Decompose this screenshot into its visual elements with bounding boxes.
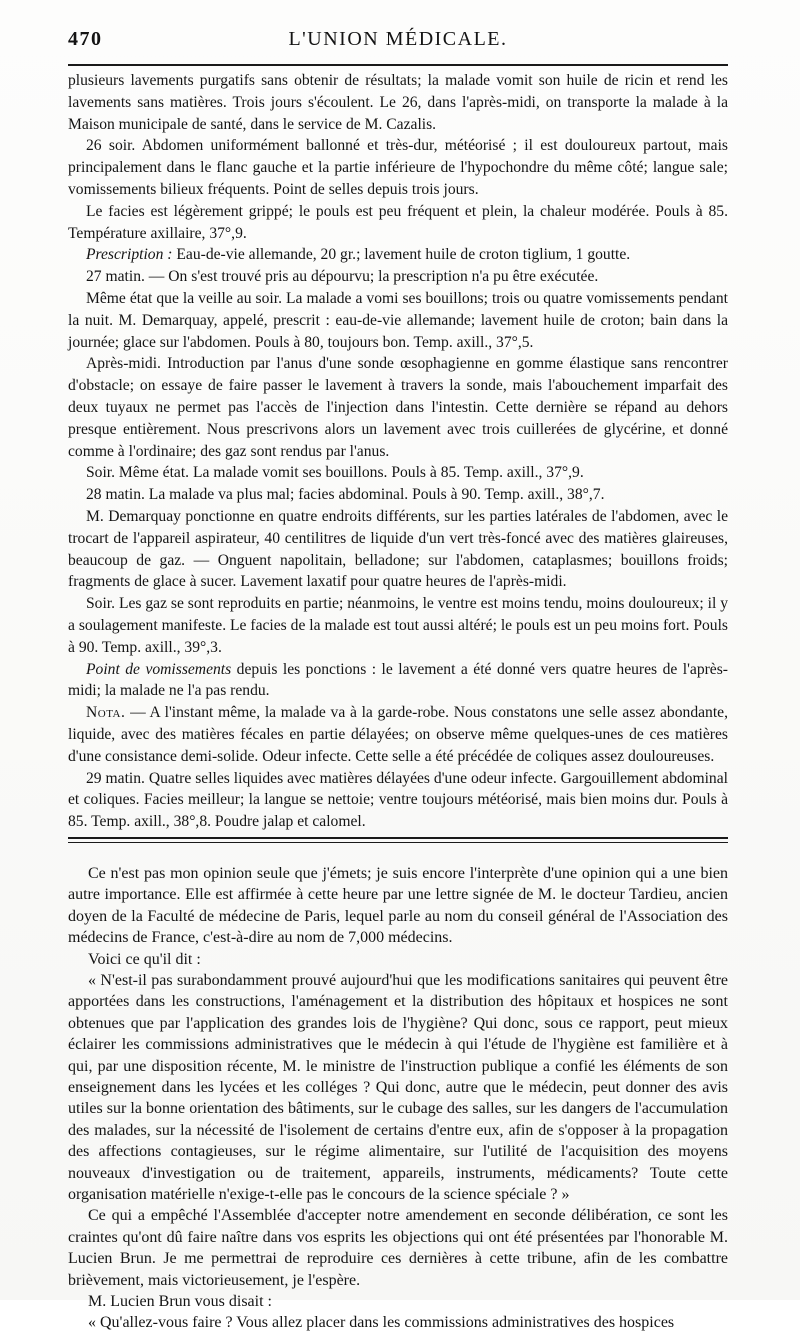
body-paragraph: M. Lucien Brun vous disait : [88, 1293, 272, 1311]
page-number: 470 [68, 28, 103, 50]
page-header [68, 28, 728, 58]
main-text-section [68, 863, 728, 1334]
case-paragraph: Soir. Même état. La malade vomit ses bouillons. Pouls à 85. Temp. axill., 37°,9. [86, 464, 584, 482]
quotation-paragraph: « Qu'allez-vous faire ? Vous allez placer dans les commissions administratives des hospices [88, 1314, 675, 1332]
case-paragraph: Soir. Les gaz se sont reproduits en partie; néanmoins, le ventre est moins tendu, moins douloureux; il y a soulagement manifeste. Le facies de la malade est tout aussi altéré; le pouls est un peu moins fort. Pouls à 90. Temp. axill., 39°,3. [68, 595, 728, 656]
case-paragraph: M. Demarquay ponctionne en quatre endroits différents, sur les parties latérales de l'abdomen, avec le trocart de l'appareil aspirateur, 40 centilitres de liquide d'un vert très-foncé avec des matières glaireuses, beaucoup de gaz. — Onguent napolitain, belladone; sur l'abdomen, cataplasmes; bouillons froids; fragments de glace à sucer. Lavement laxatif pour quatre heures de l'après-midi. [68, 507, 728, 591]
prescription-paragraph: Prescription : Eau-de-vie allemande, 20 gr.; lavement huile de croton tiglium, 1 goutte. [86, 246, 631, 264]
case-paragraph: 26 soir. Abdomen uniformément ballonné et très-dur, météorisé ; il est douloureux partout, mais principalement dans le flanc gauche et la partie inférieure de l'hypochondre du même côté; langue sale; vomissements bilieux fréquents. Point de selles depuis trois jours. [68, 137, 728, 198]
prescription-lead: Prescription : [86, 246, 173, 264]
body-paragraph: Ce qui a empêché l'Assemblée d'accepter notre amendement en seconde délibération, ce sont les craintes qu'ont dû faire naître dans vos esprits les objections qui ont été présentées par l'honorable M. Lucien Brun. Je me permettrai de reproduire ces dernières à cette tribune, afin de les combattre brièvement, mais victorieusement, je l'espère. [68, 1207, 728, 1289]
case-paragraph: 29 matin. Quatre selles liquides avec matières délayées d'une odeur infecte. Gargouillement abdominal et coliques. Facies meilleur; la langue se nettoie; ventre toujours météorisé, mais bien moins dur. Pouls à 85. Temp. axill., 38°,8. Poudre jalap et calomel. [68, 769, 728, 831]
section-divider [68, 837, 728, 843]
case-paragraph: Point de vomissements depuis les ponctions : le lavement a été donné vers quatre heures de l'après-midi; la malade ne l'a pas rendu. [68, 660, 728, 700]
body-paragraph: Voici ce qu'il dit : [88, 950, 201, 968]
running-title: L'UNION MÉDICALE. [288, 28, 508, 50]
case-paragraph: Même état que la veille au soir. La malade a vomi ses bouillons; trois ou quatre vomissements pendant la nuit. M. Demarquay, appelé, prescrit : eau-de-vie allemande; lavement huile de croton; bain dans la journée; glace sur l'abdomen. Pouls à 80, toujours bon. Temp. axill., 37°,5. [68, 289, 728, 351]
case-paragraph: 28 matin. La malade va plus mal; facies abdominal. Pouls à 90. Temp. axill., 38°,7. [86, 486, 605, 504]
italic-lead: Point de vomissements [86, 660, 232, 678]
quotation-paragraph: « N'est-il pas surabondamment prouvé aujourd'hui que les modifications sanitaires qui peuvent être apportées dans les constructions, l'aménagement et la distribution des hôpitaux et hospices ne sont obtenues que par l'application des grandes lois de l'hygiène? Qui donc, sous ce rapport, peut mieux éclairer les commissions administratives que le médecin à qui l'étude de l'hygiène est familière et à qui, par une disposition récente, M. le ministre de l'instruction publique a confié les éléments de son enseignement dans les lycées et les colléges ? Qui donc, autre que le médecin, peut donner des avis utiles sur la bonne orientation des bâtiments, sur le cubage des salles, sur les dangers de l'accumulation des malades, sur la nécessité de l'isolement de certains d'entre eux, afin de s'opposer à la propagation des affections contagieuses, sur le régime alimentaire, sur l'utilité de l'acquisition des moyens nouveaux d'investigation ou de traitement, appareils, instruments, médicaments? Toute cette organisation matérielle n'exige-t-elle pas le concours de la science spéciale ? » [68, 971, 728, 1203]
case-paragraph: Après-midi. Introduction par l'anus d'une sonde œsophagienne en gomme élastique sans rencontrer d'obstacle; on essaye de faire passer le lavement à travers la sonde, mais l'abouchement imparfait des deux tuyaux ne permet pas l'accès de l'injection dans l'intestin. Cette dernière se répand au dehors presque entièrement. Nous prescrivons alors un lavement avec trois cuillerées de glycérine, et donné comme à l'ordinaire; des gaz sont rendus par l'anus. [68, 355, 728, 460]
case-paragraph: Le facies est légèrement grippé; le pouls est peu fréquent et plein, la chaleur modérée. Pouls à 85. Température axillaire, 37°,9. [68, 202, 728, 242]
case-paragraph: plusieurs lavements purgatifs sans obtenir de résultats; la malade vomit son huile de ricin et rend les lavements sans matières. Trois jours s'écoulent. Le 26, dans l'après-midi, on transporte la malade à la Maison municipale de santé, dans le service de M. Cazalis. [68, 72, 728, 133]
nota-paragraph: Nota. — A l'instant même, la malade va à la garde-robe. Nous constatons une selle assez abondante, liquide, avec des matières fécales en partie délayées; on observe même quelques-unes de ces matières d'une consistance demi-solide. Odeur infecte. Cette selle a été précédée de coliques assez douloureuses. [68, 704, 728, 765]
case-notes-section [68, 70, 728, 833]
body-paragraph: Ce n'est pas mon opinion seule que j'émets; je suis encore l'interprète d'une opinion qui a une bien autre importance. Elle est affirmée à cette heure par une lettre signée de M. le docteur Tardieu, ancien doyen de la Faculté de médecine de Paris, lequel parle au nom du conseil général de l'Association des médecins de France, c'est-à-dire au nom de 7,000 médecins. [68, 864, 728, 947]
case-paragraph: 27 matin. — On s'est trouvé pris au dépourvu; la prescription n'a pu être exécutée. [86, 268, 599, 286]
nota-label: Nota. [86, 704, 126, 722]
header-rule [68, 64, 728, 66]
